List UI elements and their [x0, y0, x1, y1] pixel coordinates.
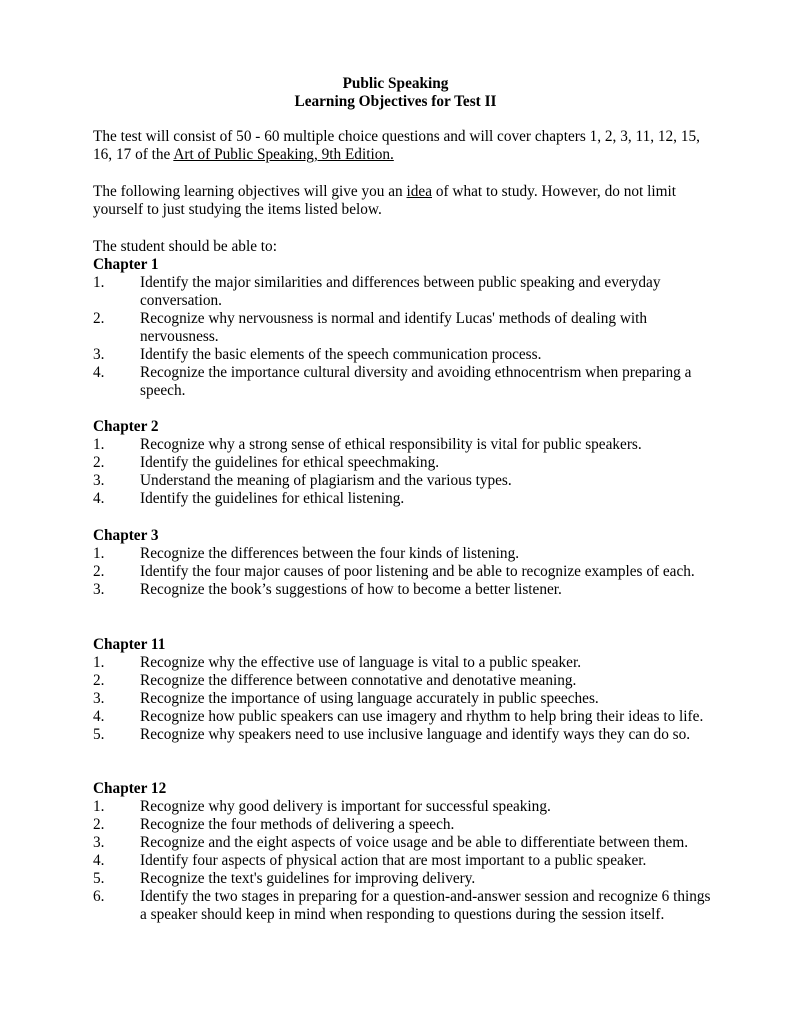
objective-item — [93, 454, 713, 472]
objective-number: 1. — [93, 274, 105, 291]
chapter-heading: Chapter 1 — [93, 256, 159, 273]
lead-in: The student should be able to: — [93, 238, 277, 255]
objective-item — [93, 472, 713, 490]
book-title: Art of Public Speaking, 9th Edition. — [173, 146, 394, 163]
objective-number: 2. — [93, 454, 105, 471]
chapter-heading: Chapter 12 — [93, 780, 167, 797]
objective-item — [93, 490, 713, 508]
chapter-section-1 — [93, 256, 713, 400]
objective-item — [93, 708, 713, 726]
objective-item — [93, 834, 713, 852]
chapter-heading: Chapter 11 — [93, 636, 166, 653]
chapter-section-11 — [93, 636, 713, 744]
objective-text: Identify the major similarities and differences between public speaking and everyday conversation. — [140, 274, 661, 309]
objective-number: 4. — [93, 364, 105, 381]
objective-number: 1. — [93, 654, 105, 671]
objective-number: 4. — [93, 708, 105, 725]
objective-text: Identify the two stages in preparing for a question-and-answer session and recognize 6 things a speaker should keep in mind when responding to questions during the session itself. — [140, 888, 711, 923]
chapter-heading: Chapter 2 — [93, 418, 159, 435]
objective-text: Recognize the text's guidelines for improving delivery. — [140, 870, 476, 887]
chapter-heading: Chapter 3 — [93, 527, 159, 544]
objective-text: Identify the guidelines for ethical speechmaking. — [140, 454, 440, 471]
title-block — [0, 75, 791, 111]
objective-item — [93, 798, 713, 816]
objective-item — [93, 672, 713, 690]
objective-text: Recognize the importance of using language accurately in public speeches. — [140, 690, 599, 707]
objective-number: 4. — [93, 852, 105, 869]
objective-text: Identify the four major causes of poor listening and be able to recognize examples of each. — [140, 563, 695, 580]
objective-text: Recognize the importance cultural diversity and avoiding ethnocentrism when preparing a speech. — [140, 364, 692, 399]
objective-number: 1. — [93, 798, 105, 815]
objective-number: 4. — [93, 490, 105, 507]
objective-text: Recognize why nervousness is normal and identify Lucas' methods of dealing with nervousness. — [140, 310, 648, 345]
objective-text: Recognize the book’s suggestions of how to become a better listener. — [140, 581, 562, 598]
objective-number: 3. — [93, 581, 105, 598]
objective-number: 3. — [93, 834, 105, 851]
document-subtitle: Learning Objectives for Test II — [294, 93, 497, 110]
objective-text: Recognize the differences between the four kinds of listening. — [140, 545, 520, 562]
objective-number: 5. — [93, 726, 105, 743]
objective-item — [93, 726, 713, 744]
intro-paragraph — [93, 128, 713, 164]
guidance-text-before: The following learning objectives will give you an — [93, 183, 407, 200]
objective-item — [93, 581, 713, 599]
guidance-text-after: of what to study. However, do not limit yourself to just studying the items listed below. — [93, 183, 676, 218]
chapter-section-2 — [93, 418, 713, 508]
objective-item — [93, 654, 713, 672]
objective-item — [93, 436, 713, 454]
guidance-emphasis: idea — [406, 183, 432, 200]
document-title: Public Speaking — [342, 75, 449, 92]
objective-number: 2. — [93, 310, 105, 327]
objective-number: 3. — [93, 346, 105, 363]
chapter-section-12 — [93, 780, 713, 924]
objective-item — [93, 364, 713, 400]
chapter-section-3 — [93, 527, 713, 599]
objective-number: 3. — [93, 690, 105, 707]
objective-item — [93, 346, 713, 364]
objective-text: Recognize why the effective use of language is vital to a public speaker. — [140, 654, 582, 671]
guidance-paragraph — [93, 183, 713, 219]
objective-text: Understand the meaning of plagiarism and the various types. — [140, 472, 512, 489]
objective-number: 1. — [93, 545, 105, 562]
objective-text: Identify four aspects of physical action that are most important to a public speaker. — [140, 852, 647, 869]
objective-text: Identify the guidelines for ethical listening. — [140, 490, 405, 507]
objective-number: 2. — [93, 563, 105, 580]
objective-text: Recognize why speakers need to use inclusive language and identify ways they can do so. — [140, 726, 691, 743]
objective-text: Recognize the difference between connotative and denotative meaning. — [140, 672, 577, 689]
objective-item — [93, 274, 713, 310]
objective-item — [93, 870, 713, 888]
objective-number: 2. — [93, 816, 105, 833]
objective-item — [93, 816, 713, 834]
objective-item — [93, 852, 713, 870]
objective-number: 3. — [93, 472, 105, 489]
objective-item — [93, 563, 713, 581]
objective-item — [93, 888, 713, 924]
objective-number: 5. — [93, 870, 105, 887]
objective-item — [93, 545, 713, 563]
objective-text: Recognize and the eight aspects of voice usage and be able to differentiate between them. — [140, 834, 689, 851]
intro-text: The test will consist of 50 - 60 multiple choice questions and will cover chapters 1, 2, 3, 11, 12, 15, 16, 17 of the — [93, 128, 700, 163]
objective-text: Recognize why a strong sense of ethical responsibility is vital for public speakers. — [140, 436, 642, 453]
objective-text: Recognize the four methods of delivering a speech. — [140, 816, 455, 833]
objective-item — [93, 310, 713, 346]
objective-text: Recognize how public speakers can use imagery and rhythm to help bring their ideas to life. — [140, 708, 704, 725]
objective-item — [93, 690, 713, 708]
objective-text: Identify the basic elements of the speech communication process. — [140, 346, 542, 363]
objective-text: Recognize why good delivery is important for successful speaking. — [140, 798, 551, 815]
objective-number: 1. — [93, 436, 105, 453]
objective-number: 2. — [93, 672, 105, 689]
objective-number: 6. — [93, 888, 105, 905]
